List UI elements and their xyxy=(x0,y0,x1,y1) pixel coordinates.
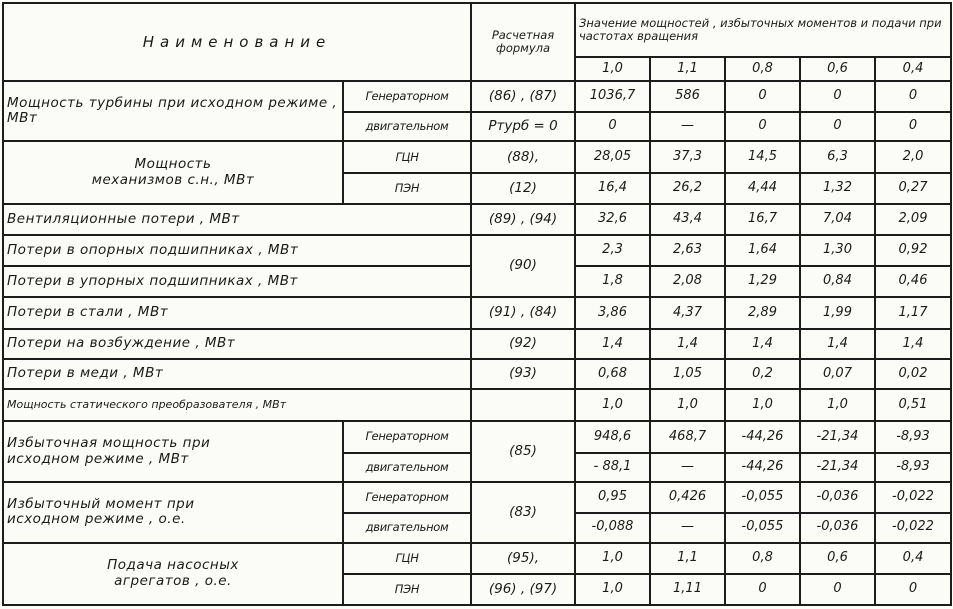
row-name: Потери в опорных подшипниках , МВт xyxy=(3,235,471,266)
row-name: Потери в стали , МВт xyxy=(3,297,471,329)
value-cell: -0,036 xyxy=(800,513,875,543)
row-name: Мощность механизмов с.н., МВт xyxy=(3,141,343,204)
table-row xyxy=(3,543,951,574)
value-cell: 6,3 xyxy=(800,141,875,173)
value-cell: -21,34 xyxy=(800,421,875,453)
header-formula: Расчетная формула xyxy=(471,3,575,81)
table-row xyxy=(3,81,951,112)
value-cell: 0,84 xyxy=(800,266,875,297)
value-cell: 1,0 xyxy=(650,389,725,421)
header-row xyxy=(3,3,951,57)
row-formula: (88), xyxy=(471,141,575,173)
row-sub: двигательном xyxy=(343,112,471,141)
header-name: Наименование xyxy=(3,3,471,81)
value-cell: 28,05 xyxy=(575,141,650,173)
value-cell: 2,3 xyxy=(575,235,650,266)
row-sub: Генераторном xyxy=(343,81,471,112)
value-cell: 0 xyxy=(725,112,800,141)
value-cell: 1,0 xyxy=(575,543,650,574)
value-cell: 1,64 xyxy=(725,235,800,266)
value-cell: 0,51 xyxy=(875,389,951,421)
value-cell: 948,6 xyxy=(575,421,650,453)
value-cell: 0,4 xyxy=(875,543,951,574)
value-cell: 0 xyxy=(800,112,875,141)
value-cell: -44,26 xyxy=(725,421,800,453)
value-cell: 0 xyxy=(875,574,951,605)
table-row xyxy=(3,141,951,173)
header-values: Значение мощностей , избыточных моментов и подачи при частотах вращения xyxy=(575,3,951,57)
value-cell: -0,088 xyxy=(575,513,650,543)
value-cell: — xyxy=(650,112,725,141)
table-row xyxy=(3,421,951,453)
row-formula: (95), xyxy=(471,543,575,574)
value-cell: 0,95 xyxy=(575,482,650,513)
row-name: Потери в меди , МВт xyxy=(3,359,471,389)
value-cell: -0,036 xyxy=(800,482,875,513)
value-cell: 0 xyxy=(725,574,800,605)
value-cell: 1,4 xyxy=(650,329,725,359)
value-cell: 0,27 xyxy=(875,173,951,204)
table-row xyxy=(3,389,951,421)
value-cell: 1,0 xyxy=(575,574,650,605)
row-formula: (92) xyxy=(471,329,575,359)
value-cell: 0,07 xyxy=(800,359,875,389)
value-cell: 1,0 xyxy=(800,389,875,421)
value-cell: 0 xyxy=(800,574,875,605)
row-sub: ГЦН xyxy=(343,141,471,173)
value-cell: -0,055 xyxy=(725,513,800,543)
row-formula: (96) , (97) xyxy=(471,574,575,605)
speed-cell: 1,1 xyxy=(650,57,725,82)
value-cell: 1,05 xyxy=(650,359,725,389)
row-sub: ПЭН xyxy=(343,173,471,204)
row-formula: (93) xyxy=(471,359,575,389)
value-cell: 0,426 xyxy=(650,482,725,513)
value-cell: 1,4 xyxy=(800,329,875,359)
value-cell: 2,89 xyxy=(725,297,800,329)
row-formula: Pтурб = 0 xyxy=(471,112,575,141)
value-cell: -44,26 xyxy=(725,453,800,482)
value-cell: -21,34 xyxy=(800,453,875,482)
value-cell: 1,32 xyxy=(800,173,875,204)
value-cell: 1,8 xyxy=(575,266,650,297)
row-formula: (90) xyxy=(471,235,575,297)
value-cell: 16,4 xyxy=(575,173,650,204)
value-cell: 0 xyxy=(800,81,875,112)
row-name: Потери на возбуждение , МВт xyxy=(3,329,471,359)
value-cell: 0,2 xyxy=(725,359,800,389)
value-cell: 1036,7 xyxy=(575,81,650,112)
row-formula: (86) , (87) xyxy=(471,81,575,112)
row-name: Избыточная мощность при исходном режиме , МВт xyxy=(3,421,343,482)
value-cell: 1,0 xyxy=(575,389,650,421)
row-name: Потери в упорных подшипниках , МВт xyxy=(3,266,471,297)
value-cell: 1,1 xyxy=(650,543,725,574)
row-name: Подача насосных агрегатов , о.е. xyxy=(3,543,343,605)
speed-cell: 0,8 xyxy=(725,57,800,82)
value-cell: 2,09 xyxy=(875,204,951,235)
value-cell: 37,3 xyxy=(650,141,725,173)
speed-cell: 1,0 xyxy=(575,57,650,82)
value-cell: 0,46 xyxy=(875,266,951,297)
value-cell: -8,93 xyxy=(875,421,951,453)
value-cell: -0,022 xyxy=(875,482,951,513)
value-cell: 0 xyxy=(875,81,951,112)
power-table xyxy=(2,2,952,606)
row-formula: (83) xyxy=(471,482,575,543)
row-sub: двигательном xyxy=(343,513,471,543)
row-sub: Генераторном xyxy=(343,482,471,513)
value-cell: 0,02 xyxy=(875,359,951,389)
row-formula: (85) xyxy=(471,421,575,482)
value-cell: 1,0 xyxy=(725,389,800,421)
value-cell: 1,4 xyxy=(575,329,650,359)
value-cell: 2,08 xyxy=(650,266,725,297)
table-row xyxy=(3,235,951,266)
speed-cell: 0,6 xyxy=(800,57,875,82)
value-cell: 0,92 xyxy=(875,235,951,266)
row-name: Мощность турбины при исходном режиме , МВт xyxy=(3,81,343,141)
value-cell: — xyxy=(650,513,725,543)
row-name: Мощность статического преобразователя , МВт xyxy=(3,389,471,421)
value-cell: 0 xyxy=(725,81,800,112)
row-formula xyxy=(471,389,575,421)
row-sub: ПЭН xyxy=(343,574,471,605)
value-cell: 2,63 xyxy=(650,235,725,266)
value-cell: 1,4 xyxy=(875,329,951,359)
value-cell: 0,6 xyxy=(800,543,875,574)
speed-cell: 0,4 xyxy=(875,57,951,82)
table-row xyxy=(3,359,951,389)
value-cell: 0 xyxy=(875,112,951,141)
value-cell: 43,4 xyxy=(650,204,725,235)
value-cell: 1,4 xyxy=(725,329,800,359)
value-cell: - 88,1 xyxy=(575,453,650,482)
value-cell: -0,055 xyxy=(725,482,800,513)
value-cell: 4,37 xyxy=(650,297,725,329)
value-cell: 0 xyxy=(575,112,650,141)
row-name: Избыточный момент при исходном режиме , о.е. xyxy=(3,482,343,543)
value-cell: — xyxy=(650,453,725,482)
value-cell: 16,7 xyxy=(725,204,800,235)
value-cell: 586 xyxy=(650,81,725,112)
table-row xyxy=(3,482,951,513)
value-cell: 0,8 xyxy=(725,543,800,574)
row-sub: ГЦН xyxy=(343,543,471,574)
row-formula: (89) , (94) xyxy=(471,204,575,235)
value-cell: 1,99 xyxy=(800,297,875,329)
value-cell: 26,2 xyxy=(650,173,725,204)
value-cell: 468,7 xyxy=(650,421,725,453)
value-cell: 2,0 xyxy=(875,141,951,173)
value-cell: -8,93 xyxy=(875,453,951,482)
value-cell: 14,5 xyxy=(725,141,800,173)
table-row xyxy=(3,204,951,235)
value-cell: 1,29 xyxy=(725,266,800,297)
table-row xyxy=(3,329,951,359)
row-sub: двигательном xyxy=(343,453,471,482)
row-name: Вентиляционные потери , МВт xyxy=(3,204,471,235)
value-cell: 1,11 xyxy=(650,574,725,605)
row-formula: (91) , (84) xyxy=(471,297,575,329)
value-cell: 3,86 xyxy=(575,297,650,329)
value-cell: 7,04 xyxy=(800,204,875,235)
value-cell: -0,022 xyxy=(875,513,951,543)
value-cell: 4,44 xyxy=(725,173,800,204)
value-cell: 32,6 xyxy=(575,204,650,235)
row-sub: Генераторном xyxy=(343,421,471,453)
value-cell: 1,30 xyxy=(800,235,875,266)
value-cell: 1,17 xyxy=(875,297,951,329)
row-formula: (12) xyxy=(471,173,575,204)
table-row xyxy=(3,297,951,329)
value-cell: 0,68 xyxy=(575,359,650,389)
